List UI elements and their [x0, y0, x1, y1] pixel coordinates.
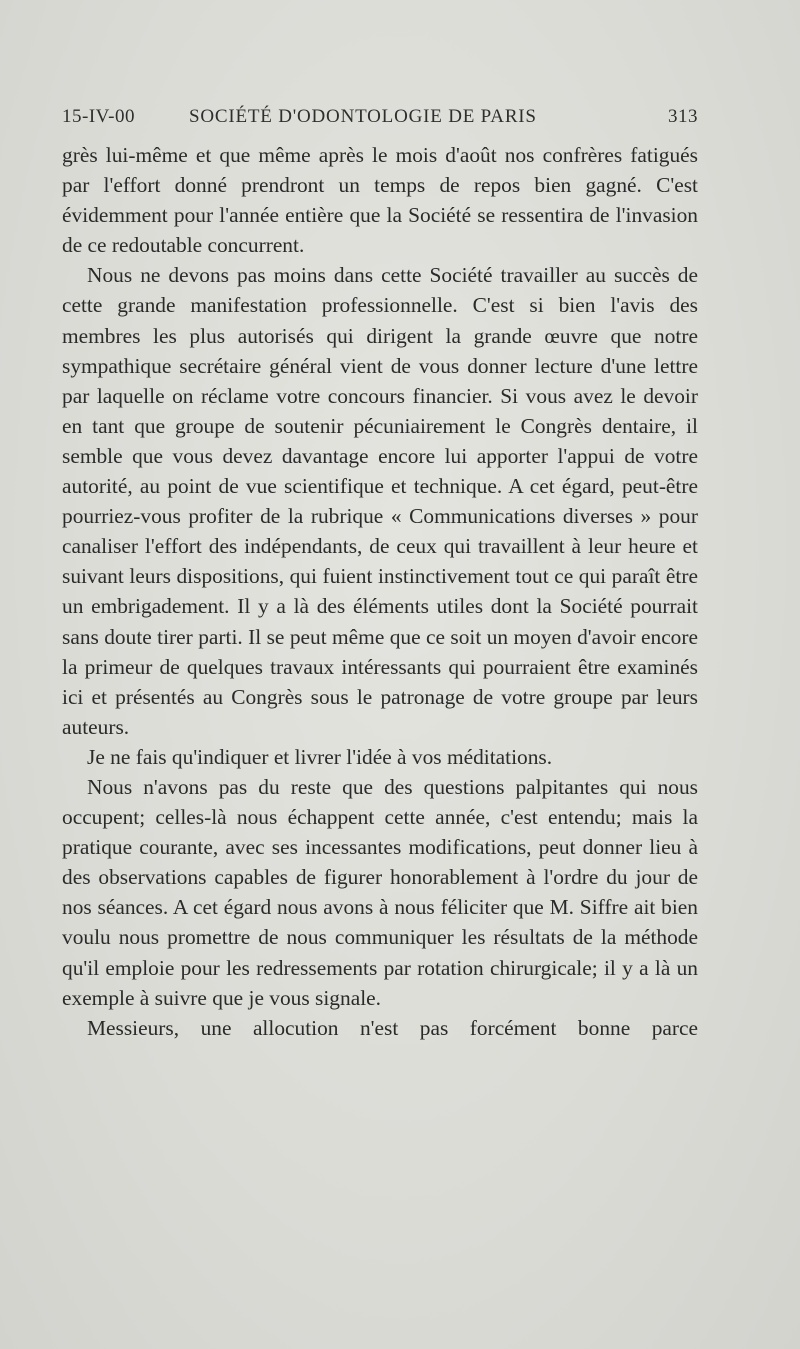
paragraph-questions: Nous n'avons pas du reste que des questions palpitantes qui nous occupent; celles-là nous échappent cette année, c'est entendu; mais la pratique courante, avec ses incessantes modifications, peut donner lieu à des observations capables de figurer honorablement à l'ordre du jour de nos séances. A cet égard nous avons à nous féliciter que M. Siffre ait bien voulu nous promettre de nous communiquer les résultats de la méthode qu'il emploie pour les redressements par rotation chirurgicale; il y a là un exemple à suivre que je vous signale. [62, 774, 698, 1010]
paragraph-messieurs: Messieurs, une allocution n'est pas forcément bonne parce [87, 1015, 698, 1040]
paragraph-congress-support: Nous ne devons pas moins dans cette Société travailler au succès de cette grande manifestation professionnelle. C'est si bien l'avis des membres les plus autorisés qui dirigent la grande œuvre que notre sympathique secrétaire général vient de vous donner lecture d'une lettre par laquelle on réclame votre concours financier. Si vous avez le devoir en tant que groupe de soutenir pécuniairement le Congrès dentaire, il semble que vous devez davantage encore lui apporter l'appui de votre autorité, au point de vue scientifique et technique. A cet égard, peut-être pourriez-vous profiter de la rubrique « Communications diverses » pour canaliser l'effort des indépendants, de ceux qui travaillent à leur heure et suivant leurs dispositions, qui fuient instinctivement tout ce qui paraît être un embrigadement. Il y a là des éléments utiles dont la Société pourrait sans doute tirer parti. Il se peut même que ce soit un moyen d'avoir encore la primeur de quelques travaux intéressants qui pourraient être examinés ici et présentés au Congrès sous le patronage de votre groupe par leurs auteurs. [62, 263, 698, 739]
header-date: 15-IV-00 [62, 106, 135, 127]
paragraph-idea: Je ne fais qu'indiquer et livrer l'idée à vos méditations. [87, 744, 553, 769]
header-title: SOCIÉTÉ D'ODONTOLOGIE DE PARIS [189, 106, 537, 127]
page-number: 313 [668, 106, 698, 127]
body-text [62, 140, 698, 1043]
paragraph-continuation: grès lui-même et que même après le mois d'août nos confrères fatigués par l'effort donné prendront un temps de repos bien gagné. C'est évidemment pour l'année entière que la Société se ressentira de l'invasion de ce redoutable concurrent. [62, 143, 698, 258]
running-header [62, 106, 698, 136]
